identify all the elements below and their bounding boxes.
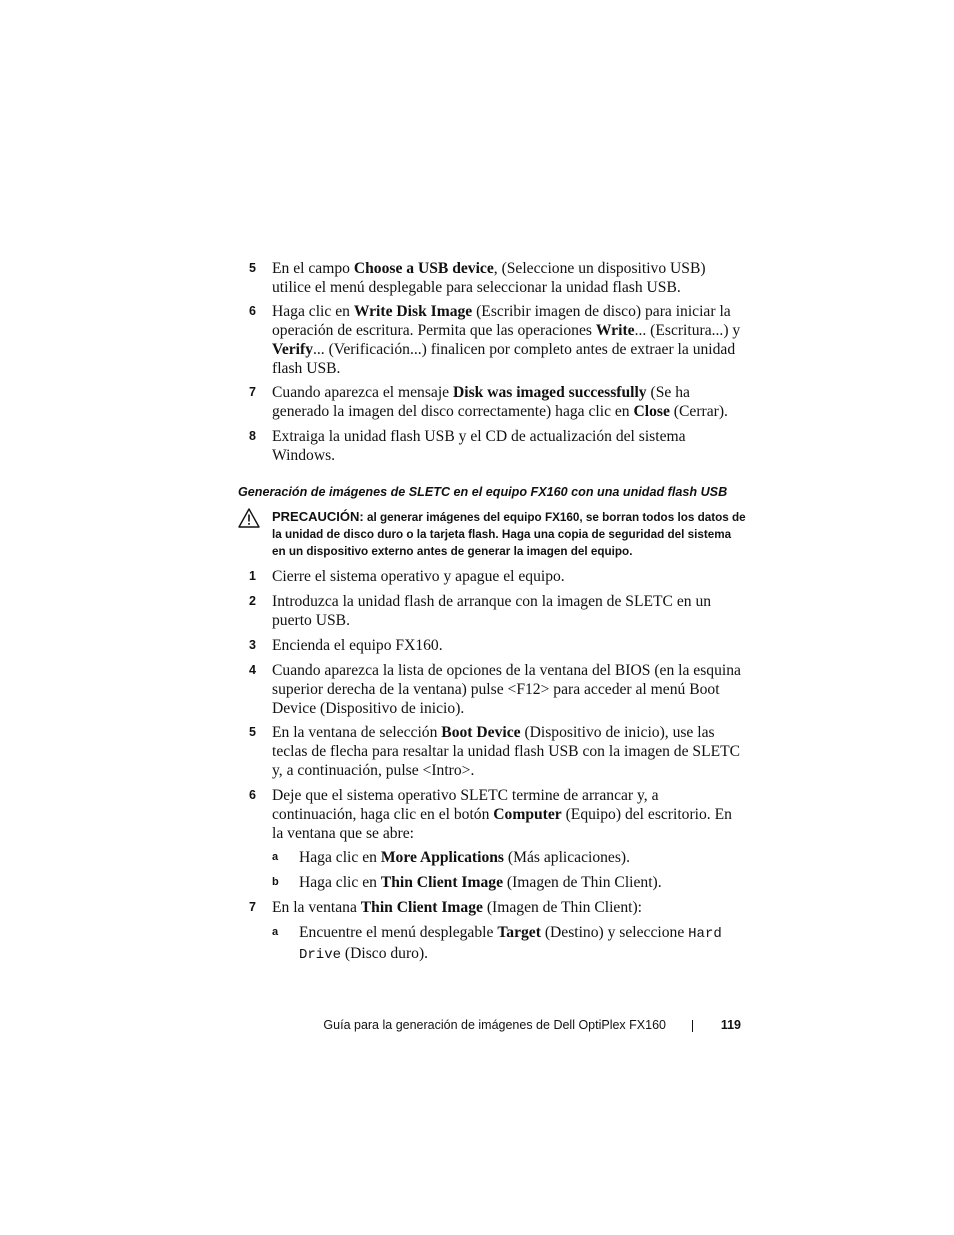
text-run: (Dispositivo de inicio), use las teclas de flecha para resaltar la unidad flash USB con la imagen de SLETC y, a continuación, pulse <Intro>. (272, 724, 741, 779)
step-number: 4 (249, 663, 256, 677)
caution-note (238, 508, 748, 560)
page-number: 119 (720, 1018, 741, 1032)
step-4 (249, 661, 744, 718)
text-run: (Escribir imagen de disco) para iniciar la operación de escritura. Permita que las operaciones (272, 303, 731, 339)
text-run: Extraiga la unidad flash USB y el CD de actualización del sistema Windows. (272, 428, 686, 464)
bold-term: Write Disk Image (353, 303, 473, 320)
text-run: (Se ha generado la imagen del disco correctamente) haga clic en (272, 384, 690, 420)
bold-term: Computer (493, 806, 562, 823)
text-run: (Imagen de Thin Client). (503, 874, 662, 891)
text-run: Encienda el equipo FX160. (272, 637, 443, 654)
substep-letter: a (272, 926, 279, 938)
step-text (272, 898, 744, 917)
section-heading: Generación de imágenes de SLETC en el equipo FX160 con una unidad flash USB (238, 485, 728, 499)
text-run: Encuentre el menú desplegable (299, 924, 498, 941)
bold-term: Disk was imaged successfully (452, 384, 647, 401)
bold-term: Thin Client Image (360, 899, 483, 916)
step-5-top (249, 259, 744, 297)
text-run: ... (Verificación...) finalicen por completo antes de extraer la unidad flash USB. (272, 341, 736, 377)
text-run: En la ventana de selección (272, 724, 442, 741)
step-number: 6 (249, 304, 256, 318)
caution-text (272, 508, 748, 560)
step-text (272, 427, 744, 465)
step-text (272, 302, 744, 378)
step-7-top (249, 383, 744, 421)
bold-term: Write (595, 322, 635, 339)
text-run: Introduzca la unidad flash de arranque con la imagen de SLETC en un puerto USB. (272, 593, 712, 629)
substep-7a (272, 923, 742, 965)
bold-term: More Applications (380, 849, 504, 866)
bold-term: Choose a USB device (353, 260, 494, 277)
text-run: (Más aplicaciones). (504, 849, 630, 866)
text-run: (Equipo) del escritorio. En la ventana que se abre: (272, 806, 732, 842)
text-run: (Destino) y seleccione (540, 924, 689, 941)
text-run: ... (Escritura...) y (634, 322, 741, 339)
step-text (272, 636, 744, 655)
step-text (272, 661, 744, 718)
step-number: 2 (249, 594, 256, 608)
step-6-top (249, 302, 744, 378)
page-footer (300, 1016, 746, 1036)
text-run: Cuando aparezca la lista de opciones de la ventana del BIOS (en la esquina superior derecha de la ventana) pulse <F12> para acceder al menú Boot Device (Dispositivo de inicio). (272, 662, 741, 717)
bold-term: Verify (272, 341, 313, 358)
step-number: 1 (249, 569, 256, 583)
step-number: 5 (249, 261, 256, 275)
bold-term: Boot Device (441, 724, 521, 741)
bold-term: Close (633, 403, 670, 420)
step-2 (249, 592, 744, 630)
step-text (272, 383, 744, 421)
text-run: , (Seleccione un dispositivo USB) utilice el menú desplegable para seleccionar la unidad flash USB. (272, 260, 706, 296)
footer-title: Guía para la generación de imágenes de Dell OptiPlex FX160 (323, 1018, 666, 1032)
step-text (272, 592, 744, 630)
caution-label: PRECAUCIÓN: (272, 509, 364, 524)
step-7 (249, 898, 744, 917)
step-number: 3 (249, 638, 256, 652)
substep-letter: a (272, 851, 279, 863)
step-8-top (249, 427, 744, 465)
text-run: Haga clic en (272, 303, 354, 320)
step-number: 8 (249, 429, 256, 443)
text-run: En el campo (272, 260, 354, 277)
step-3 (249, 636, 744, 655)
text-run: Haga clic en (299, 849, 381, 866)
substep-6b (272, 873, 742, 892)
step-text (272, 786, 744, 843)
step-text (272, 723, 744, 780)
caution-body: al generar imágenes del equipo FX160, se borran todos los datos de la unidad de disco duro o la tarjeta flash. Haga una copia de seguridad del sistema en un dispositivo externo antes de generar la imagen del equipo. (272, 511, 746, 558)
substep-text (299, 923, 742, 965)
footer-separator (692, 1020, 693, 1032)
substep-text (299, 848, 742, 867)
bold-term: Thin Client Image (380, 874, 503, 891)
substep-6a (272, 848, 742, 867)
step-text (272, 259, 744, 297)
step-6 (249, 786, 744, 843)
text-run: Cierre el sistema operativo y apague el equipo. (272, 568, 565, 585)
substep-text (299, 873, 742, 892)
text-run: (Disco duro). (341, 945, 429, 962)
step-number: 7 (249, 900, 256, 914)
text-run: Cuando aparezca el mensaje (272, 384, 453, 401)
text-run: En la ventana (272, 899, 361, 916)
bold-term: Target (497, 924, 541, 941)
step-number: 5 (249, 725, 256, 739)
warning-triangle-icon (238, 508, 260, 528)
substep-letter: b (272, 876, 279, 888)
code-term: Hard Drive (299, 926, 722, 963)
step-number: 7 (249, 385, 256, 399)
step-text (272, 567, 744, 586)
text-run: Haga clic en (299, 874, 381, 891)
text-run: (Cerrar). (669, 403, 728, 420)
text-run: Deje que el sistema operativo SLETC termine de arrancar y, a continuación, haga clic en el botón (272, 787, 659, 823)
step-number: 6 (249, 788, 256, 802)
step-5 (249, 723, 744, 780)
step-1 (249, 567, 744, 586)
text-run: (Imagen de Thin Client): (482, 899, 643, 916)
